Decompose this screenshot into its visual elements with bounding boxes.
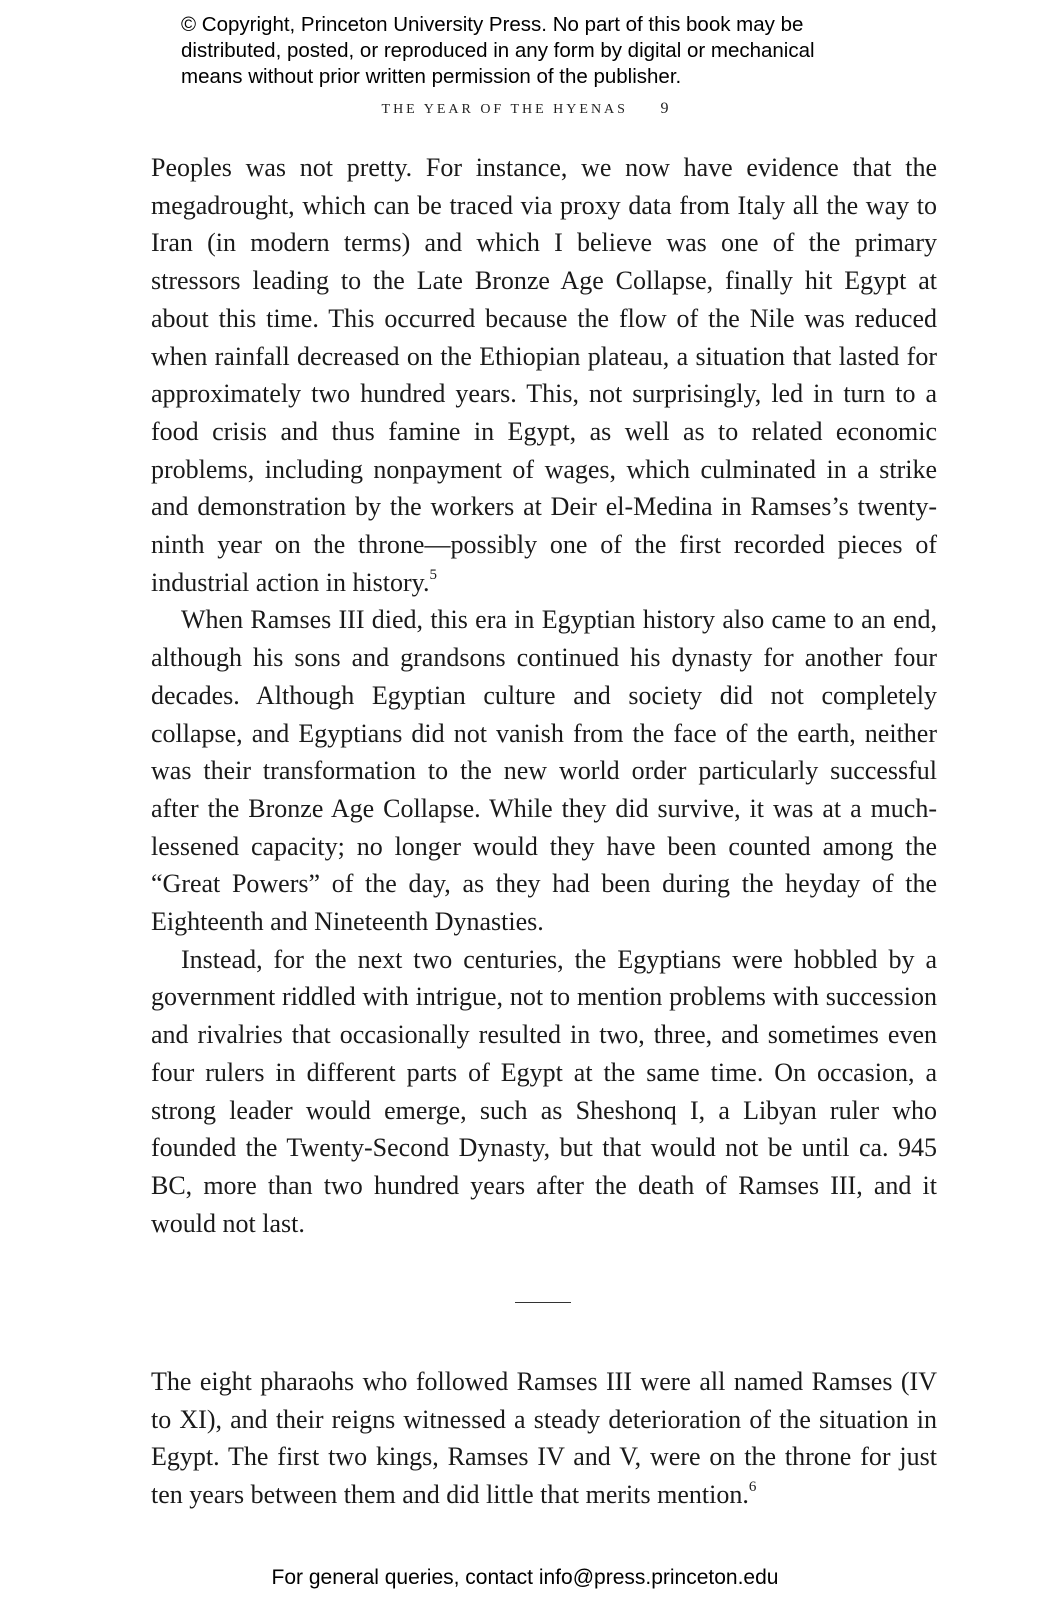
running-title: THE YEAR OF THE HYENAS [381, 102, 628, 117]
paragraph-3: Instead, for the next two centuries, the Egyptians were hobbled by a government riddled with intrigue, not to mention problems with succession and rivalries that occasionally resulted in two, three, and sometimes even four rulers in different parts of Egypt at the same time. On occasion, a strong leader would emerge, such as Sheshonq I, a Libyan ruler who founded the Twenty-Second Dynasty, but that would not be until ca. 945 BC, more than two hundred years after the death of Ramses III, and it would not last. [151, 944, 937, 1238]
footnote-marker-6[interactable]: 6 [748, 1479, 757, 1496]
paragraph-1 [151, 149, 937, 601]
copyright-notice [181, 12, 901, 90]
paragraph-4 [151, 1363, 937, 1514]
main-text [151, 149, 937, 1242]
footer-contact: For general queries, contact info@press.princeton.edu [271, 1566, 779, 1589]
paragraph-2: When Ramses III died, this era in Egyptian history also came to an end, although his sons and grandsons continued his dynasty for another four decades. Although Egyptian culture and society did not completely collapse, and Egyptians did not vanish from the face of the earth, neither was their transformation to the new world order particularly successful after the Bronze Age Collapse. While they did survive, it was at a much-lessened capacity; no longer would they have been counted among the “Great Powers” of the day, as they had been during the heyday of the Eighteenth and Nineteenth Dynasties. [151, 605, 937, 937]
paragraph-1-text: Peoples was not pretty. For instance, we now have evidence that the megadrought, which can be traced via proxy data from Italy all the way to Iran (in modern terms) and which I believe was one of the primary stressors leading to the Late Bronze Age Collapse, finally hit Egypt at about this time. This occurred because the flow of the Nile was reduced when rainfall decreased on the Ethiopian plateau, a situation that lasted for approximately two hundred years. This, not surprisingly, led in turn to a food crisis and thus famine in Egypt, as well as to related economic problems, including nonpayment of wages, which culminated in a strike and demonstration by the workers at Deir el-Medina in Ramses’s twenty-ninth year on the throne—possibly one of the first recorded pieces of industrial action in history. [151, 153, 937, 597]
copyright-line-1: © Copyright, Princeton University Press. No part of this book may be [181, 13, 804, 36]
copyright-line-3: means without prior written permission of the publisher. [181, 65, 682, 88]
section-text [151, 1363, 937, 1514]
section-divider [515, 1302, 571, 1303]
footnote-marker-5[interactable]: 5 [429, 567, 437, 584]
running-head [0, 100, 1050, 118]
copyright-line-2: distributed, posted, or reproduced in any form by digital or mechanical [181, 39, 815, 62]
page-number: 9 [660, 100, 669, 117]
paragraph-4-text: The eight pharaohs who followed Ramses III were all named Ramses (IV to XI), and their reigns witnessed a steady deterioration of the situation in Egypt. The first two kings, Ramses IV and V, were on the throne for just ten years between them and did little that merits mention. [151, 1367, 937, 1510]
